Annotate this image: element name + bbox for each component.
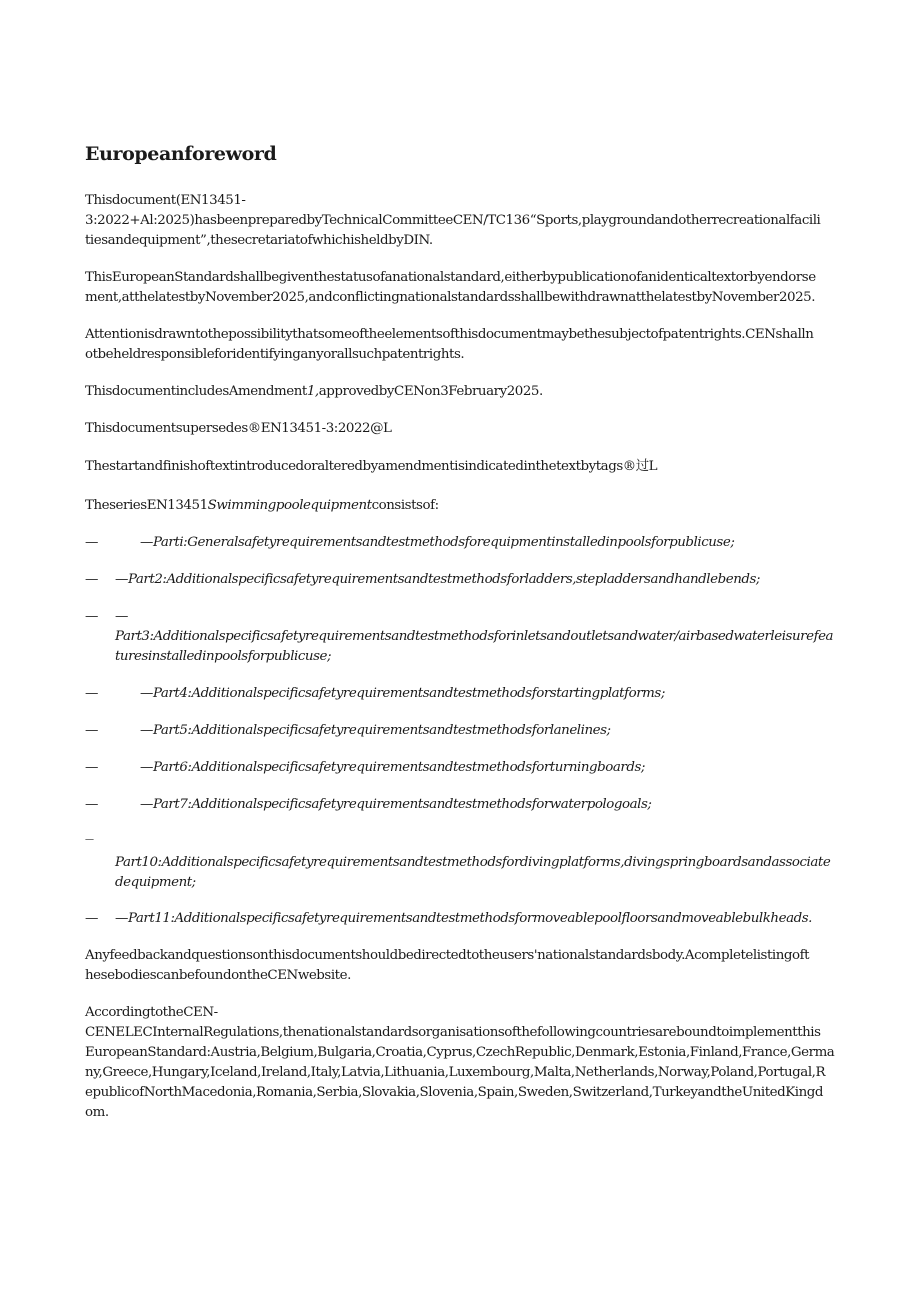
list-item-dash: — xyxy=(115,609,128,624)
text-line: Part3:Additionalspecificsafetyrequirementsandtestmethodsforinletsandoutletsandwater/airbasedwaterleisurefea xyxy=(115,629,834,644)
text-line: ThisEuropeanStandardshallbegiventhestatusofanationalstandard,eitherbypublicationofanidenticaltextorbyendorse xyxy=(85,270,816,285)
list-bullet: — xyxy=(85,911,98,926)
amendment-number: 1, xyxy=(306,384,319,399)
list-item-text: —Part7:Additionalspecificsafetyrequirementsandtestmethodsforwaterpologoals; xyxy=(140,797,652,812)
list-bullet: — xyxy=(85,686,98,701)
list-bullet: — xyxy=(85,572,98,587)
list-item-text: —Parti:Generalsafetyrequirementsandtestmethodsforequipmentinstalledinpoolsforpublicuse; xyxy=(140,535,735,550)
text-line: Anyfeedbackandquestionsonthisdocumentshouldbedirectedtotheusers'nationalstandardsbody.Acompletelistingoft xyxy=(85,948,810,963)
paragraph-document-preparation xyxy=(85,191,847,251)
text-line: EuropeanStandard:Austria,Belgium,Bulgaria,Croatia,Cyprus,CzechRepublic,Denmark,Estonia,Finland,France,Germa xyxy=(85,1045,835,1060)
list-item-text: —Part11:Additionalspecificsafetyrequirementsandtestmethodsformoveablepoolfloorsandmoveablebulkheads. xyxy=(115,911,812,926)
list-bullet: — xyxy=(85,535,98,550)
text-line: Part10:Additionalspecificsafetyrequirementsandtestmethodsfordivingplatforms,divingspringboardsandassociate xyxy=(115,855,831,870)
paragraph-national-status xyxy=(85,268,847,308)
text-line: Attentionisdrawntothepossibilitythatsomeoftheelementsofthisdocumentmaybethesubjectofpatentrights.CENshalln xyxy=(85,327,814,342)
text-line: ny,Greece,Hungary,Iceland,Ireland,Italy,Latvia,Lithuania,Luxembourg,Malta,Netherlands,Norway,Poland,Portugal,R xyxy=(85,1065,826,1080)
text-line: Thisdocument(EN13451- xyxy=(85,193,246,208)
text-line: Thisdocumentsupersedes®EN13451-3:2022@L xyxy=(85,421,392,436)
list-item xyxy=(85,832,847,894)
text-segment: ThisdocumentincludesAmendment xyxy=(85,384,307,399)
paragraph-amendment-tags xyxy=(85,457,847,477)
text-line: tiesandequipment”,thesecretariatofwhichisheldbyDIN. xyxy=(85,233,433,248)
page-title: Europeanforeword xyxy=(85,143,277,165)
series-title: Swimmingpoolequipment xyxy=(207,498,372,513)
list-item xyxy=(85,607,847,669)
list-item-text: —Part4:Additionalspecificsafetyrequirementsandtestmethodsforstartingplatforms; xyxy=(140,686,665,701)
text-line: hesebodiescanbefoundontheCENwebsite. xyxy=(85,968,351,983)
text-line: 3:2022+Al:2025)hasbeenpreparedbyTechnicalCommitteeCEN/TC136“Sports,playgroundandotherrecreationalfacili xyxy=(85,213,821,228)
text-line: AccordingtotheCEN- xyxy=(85,1005,218,1020)
list-bullet: — xyxy=(85,609,98,624)
list-item-text: —Part6:Additionalspecificsafetyrequirementsandtestmethodsforturningboards; xyxy=(140,760,645,775)
text-segment: approvedbyCENon3February2025. xyxy=(318,384,543,399)
text-line: epublicofNorthMacedonia,Romania,Serbia,Slovakia,Slovenia,Spain,Sweden,Switzerland,TurkeyandtheUnitedKingd xyxy=(85,1085,824,1100)
list-item-text: —Part5:Additionalspecificsafetyrequirementsandtestmethodsforlanelines; xyxy=(140,723,611,738)
text-line: dequipment; xyxy=(115,875,196,890)
list-item-text xyxy=(115,853,847,893)
list-bullet: — xyxy=(85,760,98,775)
list-bullet: — xyxy=(85,797,98,812)
text-line: Thestartandfinishoftextintroducedoralteredbyamendmentisindicatedinthetextbytags®过L xyxy=(85,459,658,474)
text-line: otbeheldresponsibleforidentifyinganyorallsuchpatentrights. xyxy=(85,347,465,362)
list-item-text: —Part2:Additionalspecificsafetyrequirementsandtestmethodsforladders,stepladdersandhandlebends; xyxy=(115,572,760,587)
text-segment: consistsof: xyxy=(371,498,439,513)
text-line: om. xyxy=(85,1105,109,1120)
paragraph-feedback xyxy=(85,946,847,986)
paragraph-countries xyxy=(85,1003,847,1123)
list-item-text xyxy=(115,627,847,667)
text-line: turesinstalledinpoolsforpublicuse; xyxy=(115,649,332,664)
paragraph-supersedes xyxy=(85,419,847,439)
list-bullet: — xyxy=(85,723,98,738)
paragraph-patent-rights xyxy=(85,325,847,365)
text-segment: TheseriesEN13451 xyxy=(85,498,208,513)
text-line: ment,atthelatestbyNovember2025,andconflictingnationalstandardsshallbewithdrawnatthelatestbyNovember2025. xyxy=(85,290,816,305)
text-line: CENELECInternalRegulations,thenationalstandardsorganisationsofthefollowingcountriesareboundtoimplementthis xyxy=(85,1025,821,1040)
list-bullet: — xyxy=(85,835,94,845)
paragraph-series-intro xyxy=(85,496,847,516)
paragraph-amendment xyxy=(85,382,847,402)
